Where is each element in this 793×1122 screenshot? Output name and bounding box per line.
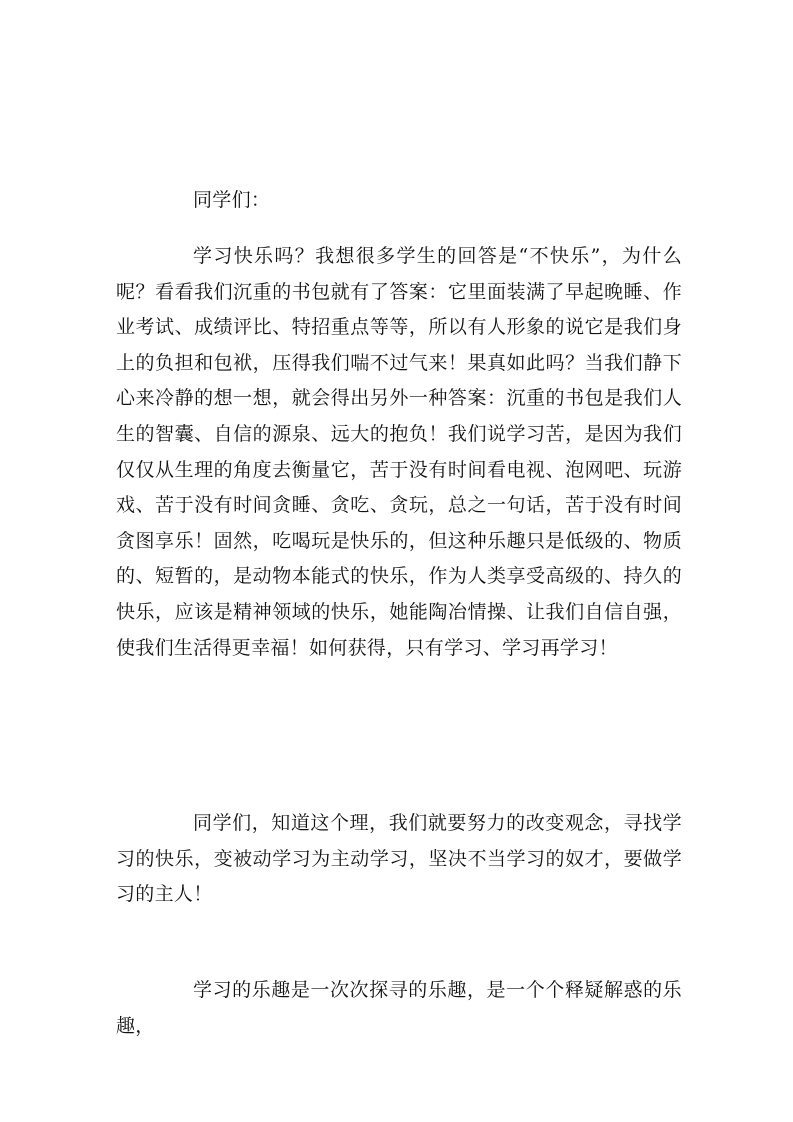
paragraph-2-block — [116, 806, 682, 913]
paragraph-1-block — [116, 239, 682, 666]
salutation: 同学们： — [193, 189, 271, 211]
paragraph-2: 同学们，知道这个理，我们就要努力的改变观念，寻找学习的快乐，变被动学习为主动学习，坚决不当学习的奴才，要做学习的主人！ — [116, 812, 682, 906]
paragraph-3-block — [116, 973, 682, 1044]
paragraph-3: 学习的乐趣是一次次探寻的乐趣，是一个个释疑解惑的乐趣， — [116, 979, 682, 1037]
paragraph-1: 学习快乐吗？我想很多学生的回答是“不快乐”，为什么呢？看看我们沉重的书包就有了答案：它里面装满了早起晚睡、作业考试、成绩评比、特招重点等等，所以有人形象的说它是我们身上的负担和包袱，压得我们喘不过气来！果真如此吗？当我们静下心来冷静的想一想，就会得出另外一种答案：沉重的书包是我们人生的智囊、自信的源泉、远大的抱负！我们说学习苦，是因为我们仅仅从生理的角度去衡量它，苦于没有时间看电视、泡网吧、玩游戏、苦于没有时间贪睡、贪吃、贪玩，总之一句话，苦于没有时间贪图享乐！固然，吃喝玩是快乐的，但这种乐趣只是低级的、物质的、短暂的，是动物本能式的快乐，作为人类享受高级的、持久的快乐，应该是精神领域的快乐，她能陶冶情操、让我们自信自强，使我们生活得更幸福！如何获得，只有学习、学习再学习！ — [116, 245, 682, 659]
salutation-block — [116, 183, 682, 219]
